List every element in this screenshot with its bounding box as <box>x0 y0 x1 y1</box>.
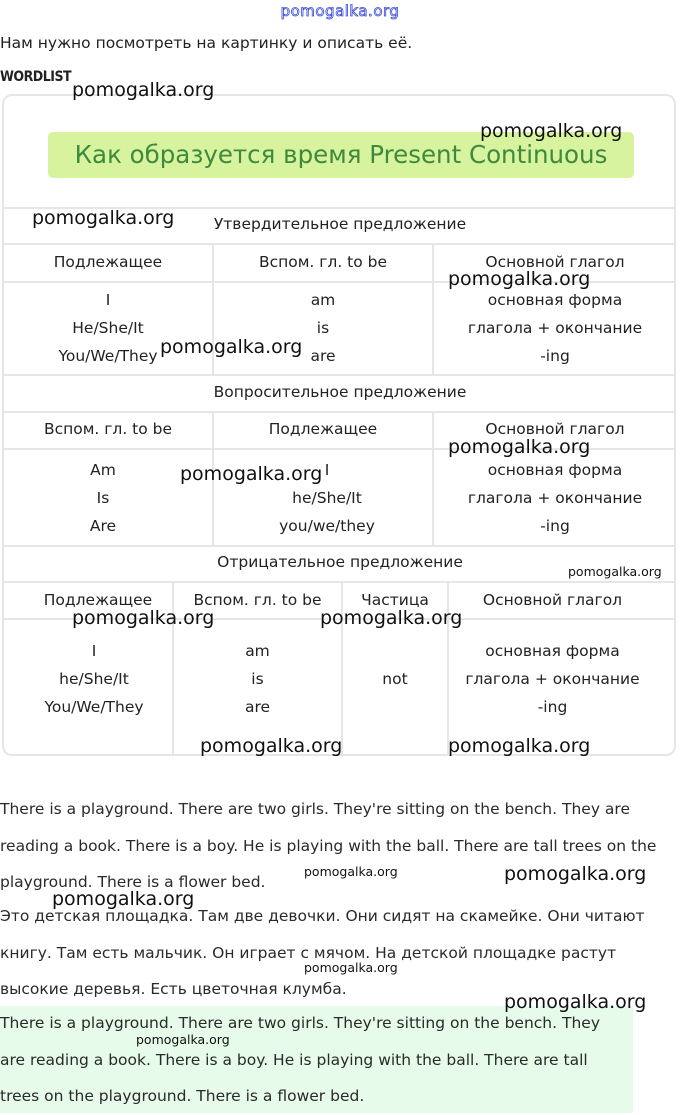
site-watermark: pomogalka.org <box>72 607 215 629</box>
table-divider <box>4 581 676 583</box>
site-watermark: pomogalka.org <box>568 564 662 579</box>
site-watermark: pomogalka.org <box>504 863 647 885</box>
verb-cell: основная форма глагола + окончание -ing <box>467 461 643 535</box>
site-watermark: pomogalka.org <box>160 336 303 358</box>
negative-heading: Отрицательное предложение <box>217 553 463 571</box>
aux-cell: am is are <box>244 642 271 716</box>
site-watermark: pomogalka.org <box>72 79 215 101</box>
site-watermark: pomogalka.org <box>32 207 175 229</box>
header-cell: Вспом. гл. to be <box>193 591 322 609</box>
site-watermark: pomogalka.org <box>136 1032 230 1047</box>
english-paragraph: There is a playground. There are two girls. They're sitting on the bench. They are reading a book. There is a boy. He is playing with the ball. There are tall trees on the playground. There is a flower bed. <box>0 800 657 891</box>
site-watermark: pomogalka.org <box>52 888 195 910</box>
header-cell: Частица <box>361 591 429 609</box>
aux-cell: am is are <box>310 291 336 365</box>
site-watermark: pomogalka.org <box>180 463 323 485</box>
site-watermark: pomogalka.org <box>304 960 398 975</box>
russian-paragraph: Это детская площадка. Там две девочки. Они сидят на скамейке. Они читают книгу. Там есть мальчик. Он играет с мячом. На детской площадке растут высокие деревья. Есть цветочная клумба. <box>0 907 645 998</box>
verb-cell: основная форма глагола + окончание -ing <box>467 291 643 365</box>
header-cell: Подлежащее <box>43 591 153 609</box>
english-paragraph-highlighted: There is a playground. There are two girls. They're sitting on the bench. They are reading a book. There is a boy. He is playing with the ball. There are tall trees on the playground. There is a flower bed. <box>0 1014 600 1105</box>
affirmative-heading: Утвердительное предложение <box>213 215 467 233</box>
verb-cell: основная форма глагола + окончание -ing <box>465 642 640 716</box>
aux-cell: Am Is Are <box>89 461 117 535</box>
site-watermark: pomogalka.org <box>504 991 647 1013</box>
site-watermark: pomogalka.org <box>304 864 398 879</box>
table-divider <box>4 374 676 376</box>
header-cell: Основной глагол <box>482 591 623 609</box>
header-cell: Вспом. гл. to be <box>258 253 388 271</box>
site-watermark-top: pomogalka.org <box>280 2 400 20</box>
header-cell: Подлежащее <box>268 420 378 438</box>
header-cell: Подлежащее <box>53 253 163 271</box>
site-watermark: pomogalka.org <box>320 607 463 629</box>
header-cell: Основной глагол <box>485 420 625 438</box>
site-watermark: pomogalka.org <box>448 436 591 458</box>
table-title: Как образуется время Present Continuous <box>48 132 634 178</box>
site-watermark: pomogalka.org <box>480 120 623 142</box>
header-cell: Вспом. гл. to be <box>43 420 173 438</box>
table-divider <box>4 243 676 245</box>
site-watermark: pomogalka.org <box>448 268 591 290</box>
site-watermark: pomogalka.org <box>448 735 591 757</box>
subject-cell: I he/She/It you/we/they <box>279 461 375 535</box>
particle-cell: not <box>382 670 408 688</box>
wordlist-label: WORDLIST <box>0 69 72 85</box>
header-cell: Основной глагол <box>485 253 625 271</box>
site-watermark: pomogalka.org <box>200 735 343 757</box>
subject-cell: I He/She/It You/We/They <box>58 291 158 365</box>
intro-text: Нам нужно посмотреть на картинку и описать её. <box>0 34 413 52</box>
interrogative-heading: Вопросительное предложение <box>213 383 467 401</box>
table-divider <box>4 545 676 547</box>
table-divider <box>4 411 676 413</box>
subject-cell: I he/She/It You/We/They <box>44 642 144 716</box>
